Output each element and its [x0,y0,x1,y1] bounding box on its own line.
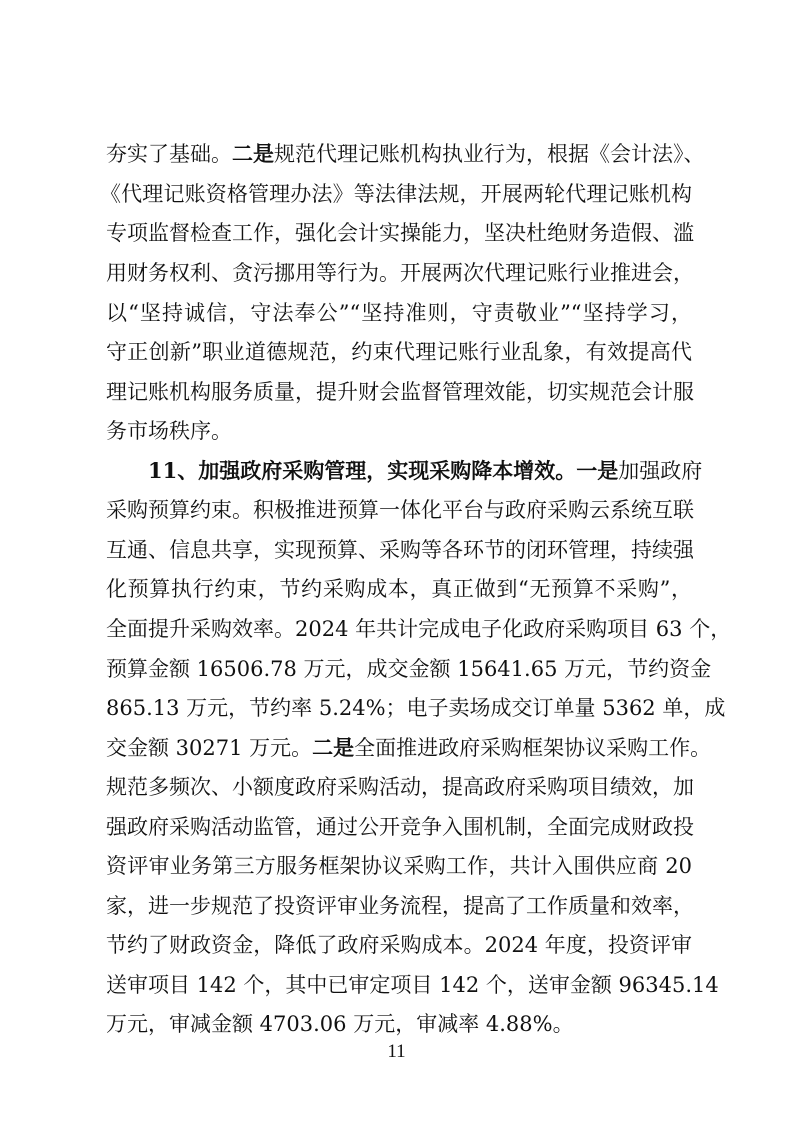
paragraph-2-line-12: 家，进一步规范了投资评审业务流程，提高了工作质量和效率， [106,894,694,918]
paragraph-1-line-6: 守正创新”职业道德规范，约束代理记账行业乱象，有效提高代 [106,340,692,364]
paragraph-2-line-10: 强政府采购活动监管，通过公开竞争入围机制，全面完成财政投 [106,815,694,839]
paragraph-1-line-3: 专项监督检查工作，强化会计实操能力，坚决杜绝财务造假、滥 [106,221,694,245]
paragraph-1-line-7: 理记账机构服务质量，提升财会监督管理效能，切实规范会计服 [106,380,694,404]
paragraph-1-line-4: 用财务权利、贪污挪用等行为。开展两次代理记账行业推进会， [106,261,694,285]
paragraph-2-line-2: 采购预算约束。积极推进预算一体化平台与政府采购云系统互联 [106,498,694,522]
paragraph-1-line-2: 《代理记账资格管理办法》等法律法规，开展两轮代理记账机构 [100,182,692,206]
text-segment: 加强政府 [618,459,703,483]
paragraph-1-line-5: 以“坚持诚信，守法奉公”“坚持准则，守责敬业”“坚持学习， [106,301,692,325]
paragraph-2-line-7: 865.13 万元，节约率 5.24%；电子卖场成交订单量 5362 单，成 [106,696,726,720]
paragraph-2-line-5: 全面提升采购效率。2024 年共计完成电子化政府采购项目 63 个， [106,617,732,641]
bold-lead-phrase: 一是 [576,458,619,483]
paragraph-1-line-1 [106,135,705,173]
paragraph-2-line-9: 规范多频次、小额度政府采购活动，提高政府采购项目绩效，加 [106,775,694,799]
text-segment: 夯实了基础。 [106,142,232,166]
paragraph-2-line-13: 节约了财政资金，降低了政府采购成本。2024 年度，投资评审 [106,933,692,957]
paragraph-2-line-11: 资评审业务第三方服务框架协议采购工作，共计入围供应商 20 [106,854,692,878]
text-segment: 交金额 30271 万元。 [106,736,313,760]
bold-lead-phrase: 二是 [312,735,355,760]
paragraph-2-line-4: 化预算执行约束，节约采购成本，真正做到“无预算不采购”， [106,577,692,601]
page-number: 11 [387,1041,406,1062]
paragraph-2-line-6: 预算金额 16506.78 万元，成交金额 15641.65 万元，节约资金 [106,657,712,681]
paragraph-2-line-8 [106,729,712,767]
bold-lead-phrase: 二是 [232,141,274,166]
paragraph-2-line-15: 万元，审减金额 4703.06 万元，审减率 4.88%。 [106,1012,574,1036]
paragraph-1-line-8: 务市场秩序。 [106,419,232,443]
paragraph-2-line-3: 互通、信息共享，实现预算、采购等各环节的闭环管理，持续强 [106,538,694,562]
text-segment: 全面推进政府采购框架协议采购工作。 [354,736,712,760]
paragraph-2-line-1 [148,452,703,490]
paragraph-2-line-14: 送审项目 142 个，其中已审定项目 142 个，送审金额 96345.14 [106,973,719,997]
section-heading: 11、加强政府采购管理，实现采购降本增效。 [148,458,577,483]
text-segment: 规范代理记账机构执业行为，根据《会计法》、 [274,142,705,166]
